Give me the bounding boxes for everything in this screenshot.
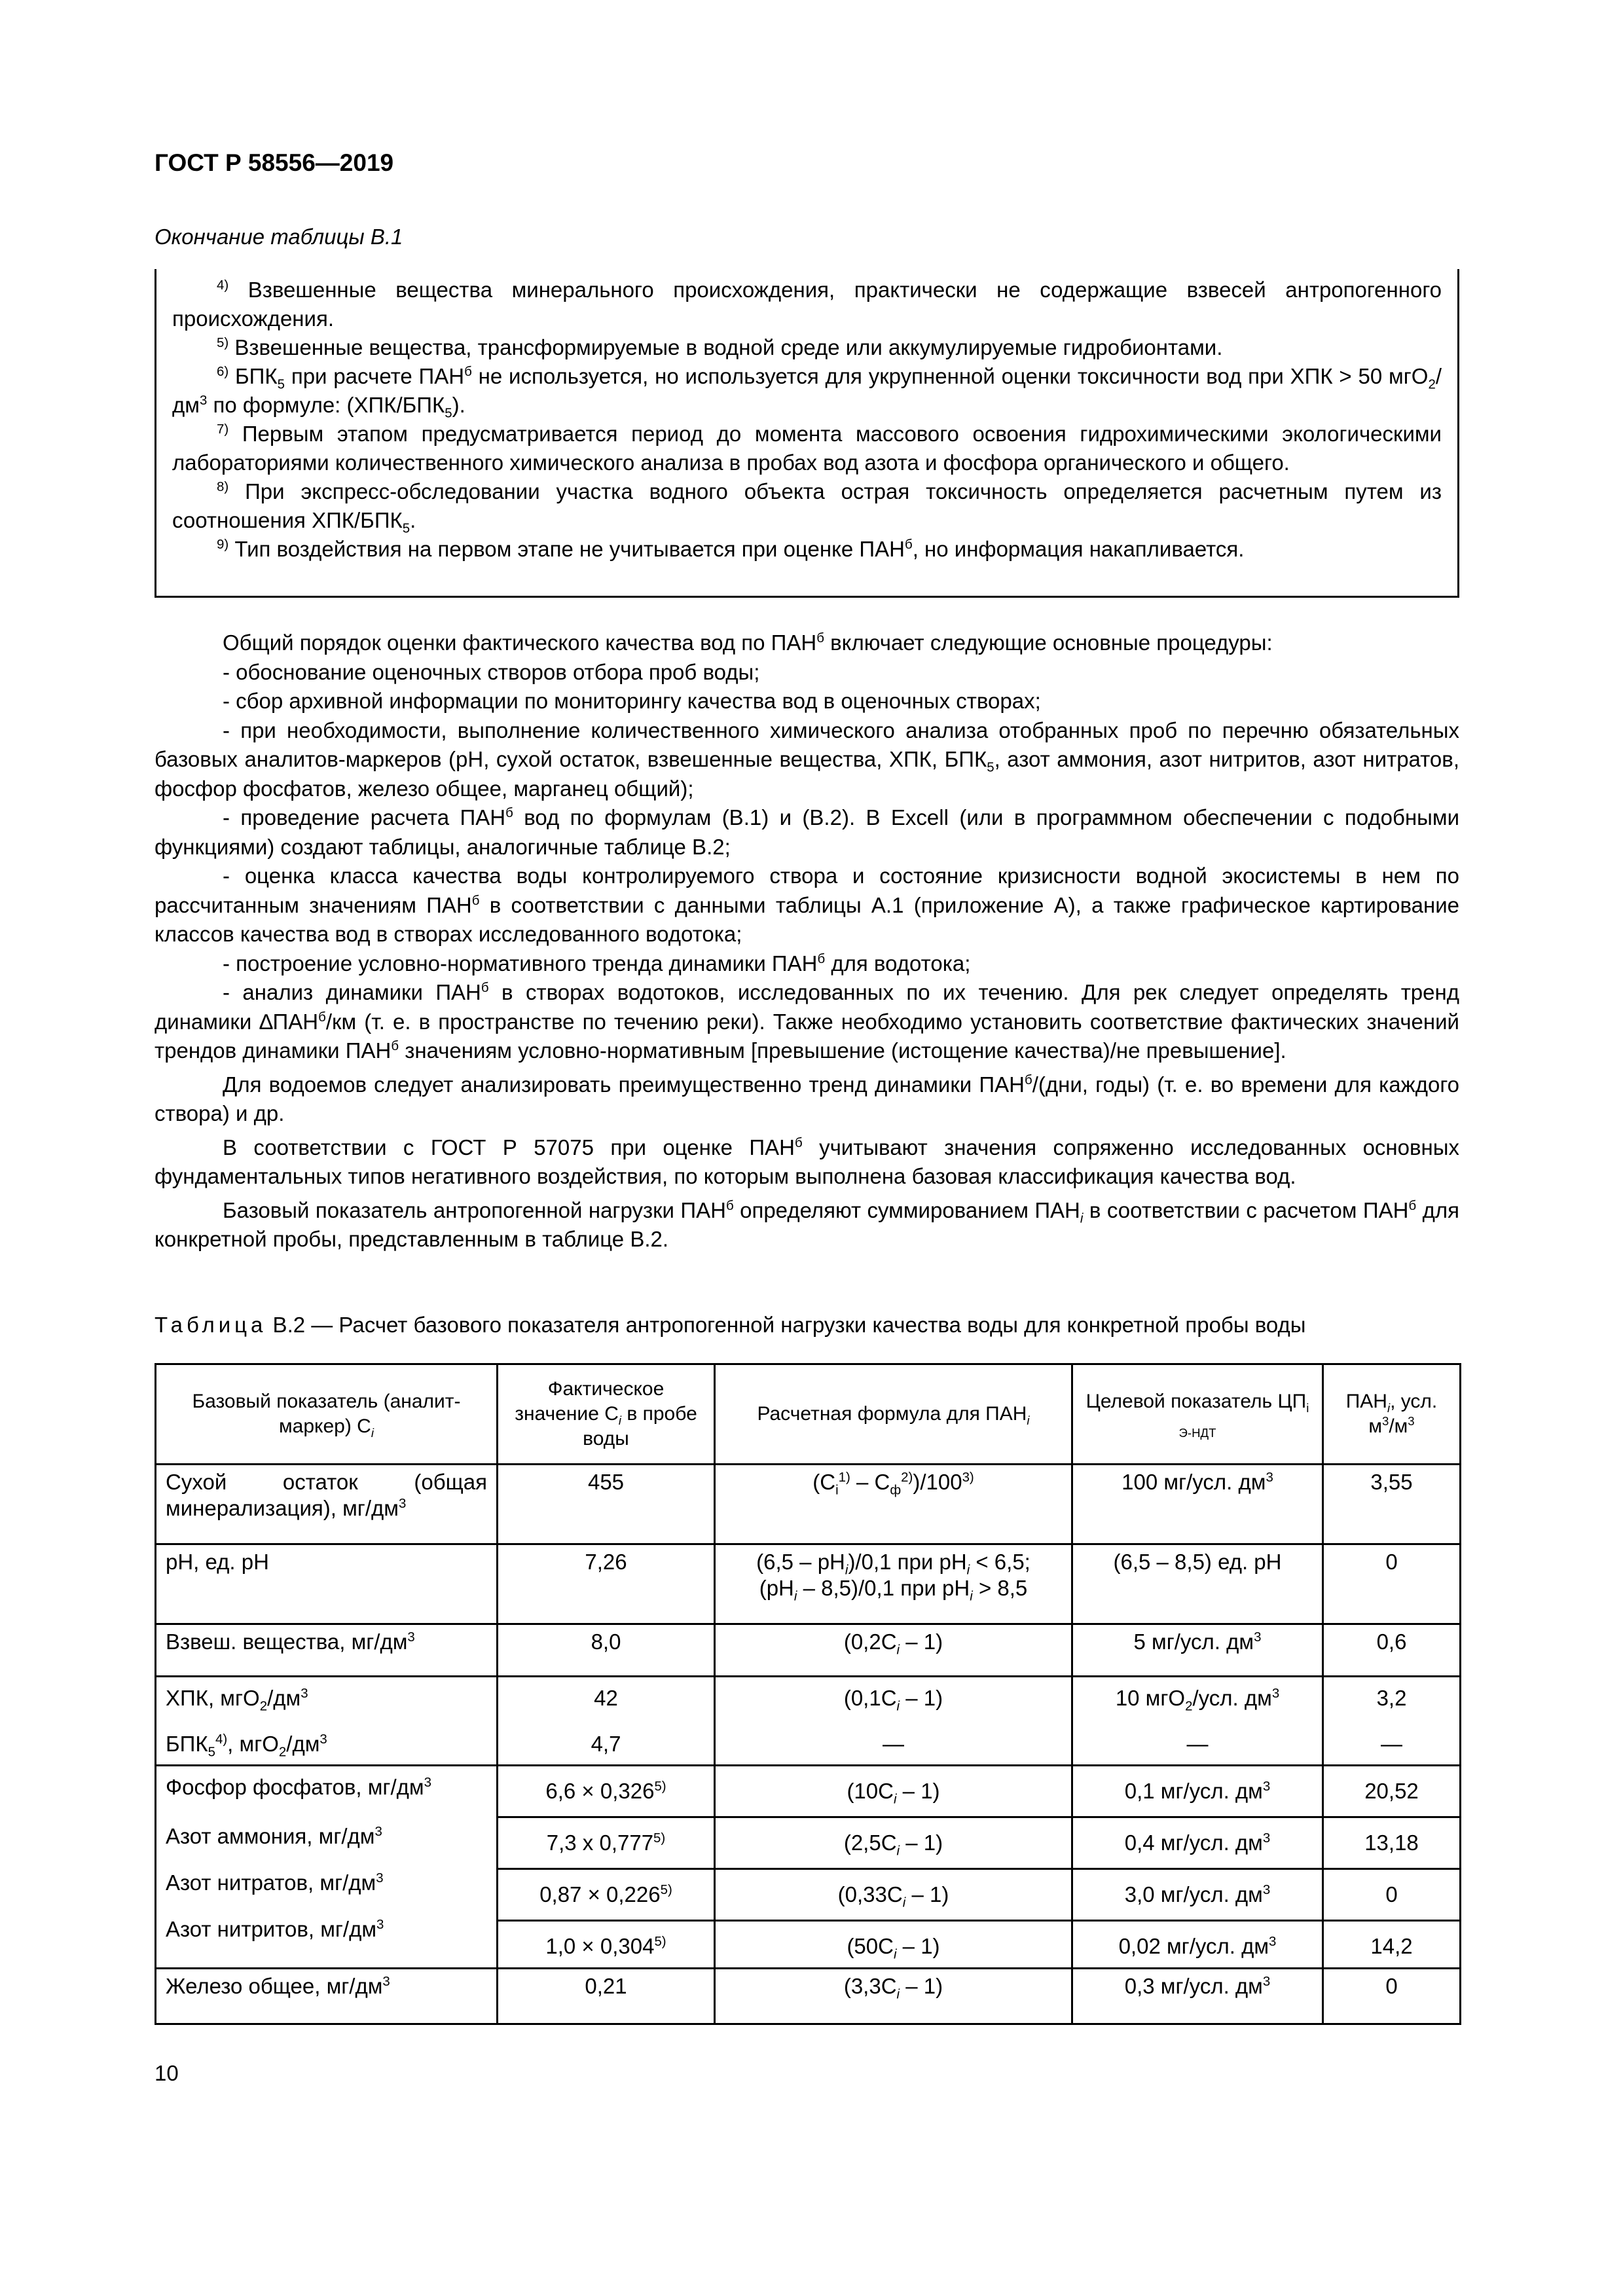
indicator-cell: pH, ед. pH: [156, 1544, 498, 1624]
page-number: 10: [155, 2061, 179, 2085]
value-cell: 0,21: [498, 1969, 715, 2024]
pan-cell: 0: [1323, 1544, 1461, 1624]
formula-cell: $(10C_i - 1)$ $(2,5C_i - 1)$ $(0,33C_i - 1)$ $(50C_i - 1)$: [715, 1766, 1072, 1969]
pan-cell: 0,6: [1323, 1624, 1461, 1677]
table-row: [156, 1969, 1461, 2024]
formula-cell: $(3,3C_i - 1)$: [715, 1969, 1072, 2024]
footnote-6: $^{6)}$ $БПК_5$ при расчете $ПАН^б$ не используется, но используется для укрупненной оценки токсичности вод при ХПК > 50 $мгО_2/дм^3$ по формуле: $(ХПК/БПК_5)$.: [172, 364, 1442, 421]
formula-cell: $(0,2C_i - 1)$: [715, 1624, 1072, 1677]
formula-cell: $(0,1C_i - 1)$ —: [715, 1677, 1072, 1766]
header-indicator: Базовый показатель (аналит-маркер) $C_i$: [156, 1364, 498, 1465]
value-cell: 455: [498, 1465, 715, 1544]
indicator-cell: ХПК, $мгО_2/дм^3$ $БПК_5^{4)}$, $мгО_2/дм^3$: [156, 1677, 498, 1766]
table-row: [156, 1544, 1461, 1624]
table-header-row: [156, 1364, 1461, 1465]
list-item: - проведение расчета $ПАН^б$ вод по формулам (В.1) и (В.2). В Excell (или в программном обеспечении с подобными функциями) создают таблицы, аналогичные таблице В.2;: [155, 805, 1460, 859]
target-cell: 0,3 мг/усл. $дм^3$: [1072, 1969, 1323, 2024]
calculation-table: [155, 1363, 1461, 2025]
paragraph-base-indicator: Базовый показатель антропогенной нагрузки $ПАН^б$ определяют суммированием $ПАН_i$ в соответствии с расчетом $ПАН^б$ для конкретной пробы, представленным в таблице В.2.: [155, 1197, 1459, 1251]
header-pan: $ПАН_i$, усл. $м^3/м^3$: [1323, 1364, 1461, 1465]
value-cell: $6,6 \times 0,326^{5)}$ 7,3 х 0,777$^{5)}$ $0,87 \times 0,226^{5)}$ $1,0 \times 0,304^{5)}$: [498, 1766, 715, 1969]
pan-cell: 20,52 13,18 0 14,2: [1323, 1766, 1461, 1969]
formula-cell: $(C_i^{1)} - C_ф^{2)})/100^{3)}$: [715, 1465, 1072, 1544]
table-row: [156, 1677, 1461, 1766]
header-actual-value: Фактическое значение $C_i$ в пробе воды: [498, 1364, 715, 1465]
paragraph-gost-reference: В соответствии с ГОСТ Р 57075 при оценке $ПАН^б$ учитывают значения сопряженно исследованных основных фундаментальных типов негативного воздействия, по которым выполнена базовая классификация качества вод.: [155, 1135, 1459, 1188]
footnotes-box: [155, 269, 1459, 598]
footnote-9: $^{9)}$ Тип воздействия на первом этапе не учитывается при оценке $ПАН^б$, но информация накапливается.: [217, 537, 1245, 561]
document-header: ГОСТ Р 58556—2019: [155, 149, 394, 176]
indicator-cell: Сухой остаток (общая минерализация), $мг/дм^3$: [156, 1465, 498, 1544]
list-item: - оценка класса качества воды контролируемого створа и состояние кризисности водной экосистемы в нем по рассчитанным значениям $ПАН^б$ в соответствии с данными таблицы А.1 (приложение А), а также графическое картирование классов качества вод в створах исследованного водотока;: [155, 864, 1459, 946]
list-item: - построение условно-нормативного тренда динамики $ПАН^б$ для водотока;: [223, 951, 971, 975]
paragraph-procedure-intro: Общий порядок оценки фактического качества вод по $ПАН^б$ включает следующие основные процедуры:: [223, 630, 1273, 655]
indicator-cell: Железо общее, $мг/дм^3$: [156, 1969, 498, 2024]
value-cell: 42 4,7: [498, 1677, 715, 1766]
body-text: [155, 629, 1459, 1254]
paragraph-reservoirs: Для водоемов следует анализировать преимущественно тренд динамики $ПАН^б/(дни$, годы) (т. е. во времени для каждого створа) и др.: [155, 1072, 1459, 1125]
footnote-4: $^{4)}$ Взвешенные вещества минерального происхождения, практически не содержащие взвесей антропогенного происхождения.: [172, 278, 1442, 331]
indicator-cell: Фосфор фосфатов, $мг/дм^3$ Азот аммония, $мг/дм^3$ Азот нитратов, $мг/дм^3$ Азот нитритов, $мг/дм^3$: [156, 1766, 498, 1969]
pan-cell: 0: [1323, 1969, 1461, 2024]
list-item: - при необходимости, выполнение количественного химического анализа отобранных проб по перечню обязательных базовых аналитов-маркеров (pH, сухой остаток, взвешенные вещества, ХПК, $БПК_5$, азот аммония, азот нитритов, азот нитратов, фосфор фосфатов, железо общее, марганец общий);: [155, 718, 1459, 801]
table-row: [156, 1766, 1461, 1969]
list-item: - обоснование оценочных створов отбора проб воды;: [223, 659, 760, 684]
formula-cell: $(6,5 - pH_i)/0,1$ при $pH_i < 6,5$; $(pH_i - 8,5)/0,1$ при $pH_i > 8,5$: [715, 1544, 1072, 1624]
list-item: - сбор архивной информации по мониторингу качества вод в оценочных створах;: [223, 689, 1041, 713]
target-cell: 0,1 мг/усл. $дм^3$ 0,4 мг/усл. $дм^3$ 3,0 мг/усл. $дм^3$ 0,02 мг/усл. $дм^3$: [1072, 1766, 1323, 1969]
pan-cell: 3,55: [1323, 1465, 1461, 1544]
value-cell: 8,0: [498, 1624, 715, 1677]
footnote-8: $^{8)}$ При экспресс-обследовании участка водного объекта острая токсичность определяется расчетным путем из соотношения ХПК/$БПК_5$.: [172, 479, 1442, 536]
header-target: Целевой показатель $ЦП_{i Э-НДТ}$: [1072, 1364, 1323, 1465]
table-caption: Таблица В.2 — Расчет базового показателя антропогенной нагрузки качества воды для конкретной пробы воды: [155, 1313, 1306, 1337]
header-formula: Расчетная формула для $ПАН_i$: [715, 1364, 1072, 1465]
table-continuation-label: Окончание таблицы В.1: [155, 225, 403, 249]
target-cell: 100 мг/усл. $дм^3$: [1072, 1465, 1323, 1544]
indicator-cell: Взвеш. вещества, $мг/дм^3$: [156, 1624, 498, 1677]
target-cell: 10 мгО$_2$/усл. $дм^3$ —: [1072, 1677, 1323, 1766]
table-row: [156, 1624, 1461, 1677]
pan-cell: 3,2 —: [1323, 1677, 1461, 1766]
target-cell: 5 мг/усл. $дм^3$: [1072, 1624, 1323, 1677]
list-item: - анализ динамики $ПАН^б$ в створах водотоков, исследованных по их течению. Для рек следует определять тренд динамики $\Delta ПАН^б/км$ (т. е. в пространстве по течению реки). Также необходимо установить соответствие фактических значений трендов динамики $ПАН^б$ значениям условно-нормативным [превышение (истощение качества)/не превышение].: [155, 980, 1459, 1063]
target-cell: (6,5 – 8,5) ед. pH: [1072, 1544, 1323, 1624]
footnote-7: $^{7)}$ Первым этапом предусматривается период до момента массового освоения гидрохимическими экологическими лабораториями количественного химического анализа в пробах вод азота и фосфора органического и общего.: [172, 422, 1442, 475]
table-row: [156, 1465, 1461, 1544]
footnote-5: $^{5)}$ Взвешенные вещества, трансформируемые в водной среде или аккумулируемые гидробионтами.: [217, 335, 1223, 359]
value-cell: 7,26: [498, 1544, 715, 1624]
